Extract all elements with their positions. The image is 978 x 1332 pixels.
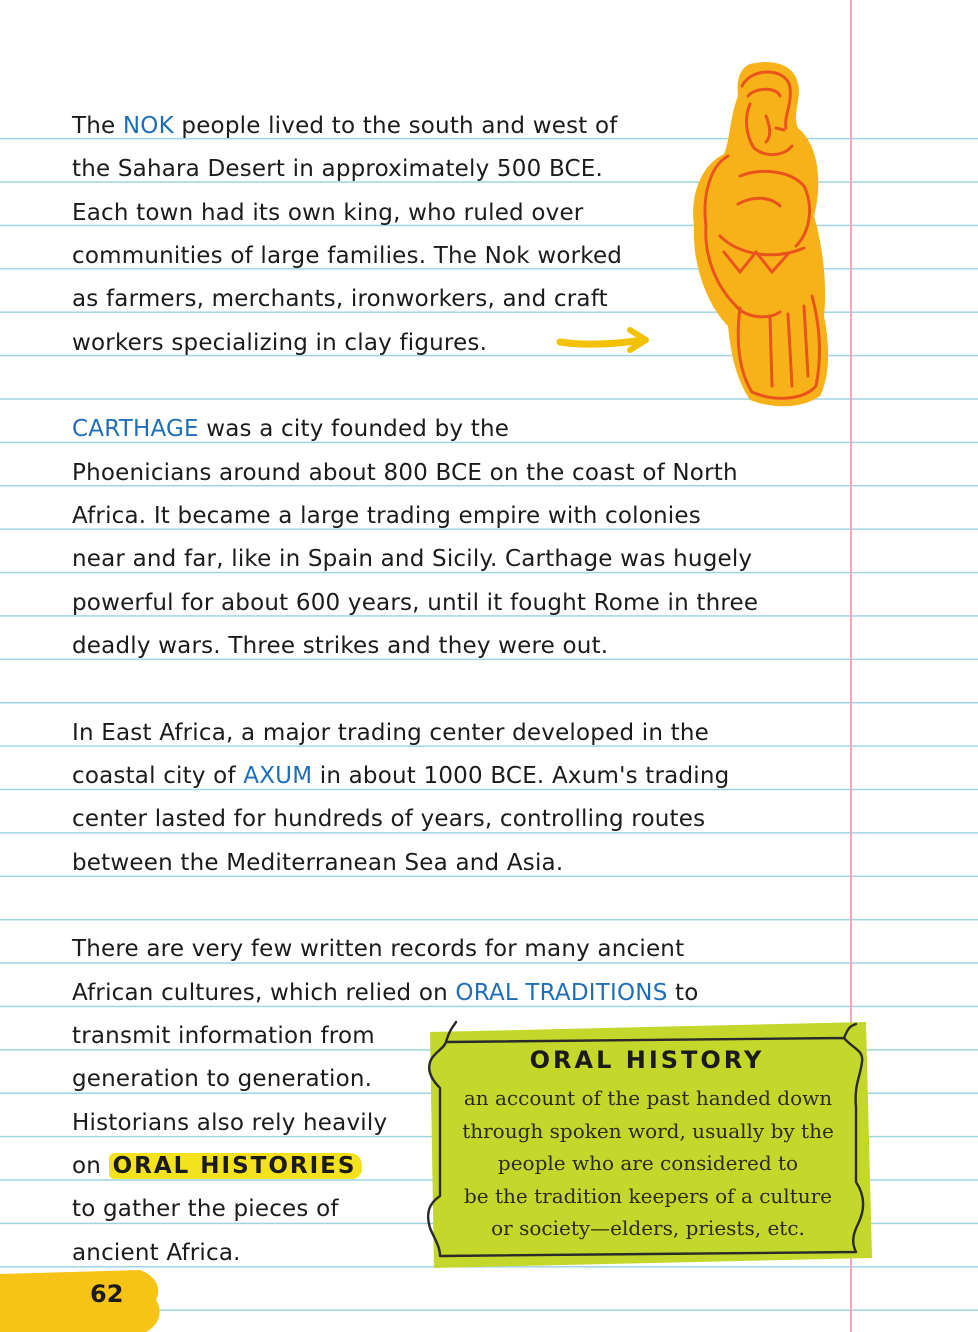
oral-line-6 — [72, 1153, 362, 1179]
definition-line: be the tradition keepers of a culture — [463, 1183, 833, 1208]
oral-line-5: Historians also rely heavily — [72, 1110, 388, 1136]
axum-text: coastal city of — [72, 763, 244, 789]
nok-line-1 — [72, 113, 618, 139]
carthage-line-5: powerful for about 600 years, until it fought Rome in three — [72, 590, 759, 616]
axum-line-2 — [72, 763, 729, 789]
axum-line-3: center lasted for hundreds of years, controlling routes — [72, 806, 706, 832]
oral-line-4: generation to generation. — [72, 1066, 373, 1092]
oral-text: to — [667, 980, 699, 1006]
definition-line: people who are considered to — [497, 1151, 799, 1175]
carthage-keyword: CARTHAGE — [72, 416, 199, 442]
nok-line-3: Each town had its own king, who ruled over — [72, 200, 584, 226]
nok-line-5: as farmers, merchants, ironworkers, and craft — [72, 286, 608, 312]
carthage-line-2: Phoenicians around about 800 BCE on the coast of North — [72, 460, 738, 486]
carthage-line-6: deadly wars. Three strikes and they were out. — [72, 633, 609, 659]
oral-traditions-keyword: ORAL TRADITIONS — [455, 980, 668, 1006]
nok-statue-illustration — [680, 56, 840, 412]
nok-text: The — [72, 113, 123, 139]
oral-text: African cultures, which relied on — [72, 980, 456, 1006]
page-number-tab — [0, 1266, 170, 1332]
axum-text: in about 1000 BCE. Axum's trading — [312, 763, 730, 789]
carthage-line-1 — [72, 416, 509, 442]
definition-title: ORAL HISTORY — [529, 1046, 765, 1074]
axum-line-1: In East Africa, a major trading center developed in the — [72, 720, 709, 746]
oral-line-2 — [72, 980, 699, 1006]
carthage-line-4: near and far, like in Spain and Sicily. Carthage was hugely — [72, 546, 753, 572]
arrow-right-icon — [556, 326, 652, 354]
oral-line-3: transmit information from — [72, 1023, 375, 1049]
definition-body — [448, 1082, 848, 1245]
nok-keyword: NOK — [122, 113, 174, 139]
oral-line-8: ancient Africa. — [72, 1240, 241, 1266]
axum-line-4: between the Mediterranean Sea and Asia. — [72, 850, 564, 876]
nok-line-2: the Sahara Desert in approximately 500 BCE. — [72, 156, 604, 182]
definition-line: or society—elders, priests, etc. — [491, 1216, 805, 1240]
oral-text: on — [72, 1153, 109, 1179]
page-number: 62 — [90, 1280, 124, 1308]
nok-line-4: communities of large families. The Nok worked — [72, 243, 623, 269]
oral-line-1: There are very few written records for many ancient — [72, 936, 685, 962]
carthage-line-3: Africa. It became a large trading empire with colonies — [72, 503, 701, 529]
oral-line-7: to gather the pieces of — [72, 1196, 339, 1222]
axum-keyword: AXUM — [243, 763, 313, 789]
carthage-text: was a city founded by the — [198, 416, 510, 442]
definition-line: through spoken word, usually by the — [462, 1118, 834, 1143]
nok-line-6: workers specializing in clay figures. — [72, 330, 488, 356]
definition-line: an account of the past handed down — [463, 1086, 833, 1110]
oral-histories-highlight: ORAL HISTORIES — [109, 1153, 363, 1179]
nok-text: people lived to the south and west of — [173, 113, 618, 139]
